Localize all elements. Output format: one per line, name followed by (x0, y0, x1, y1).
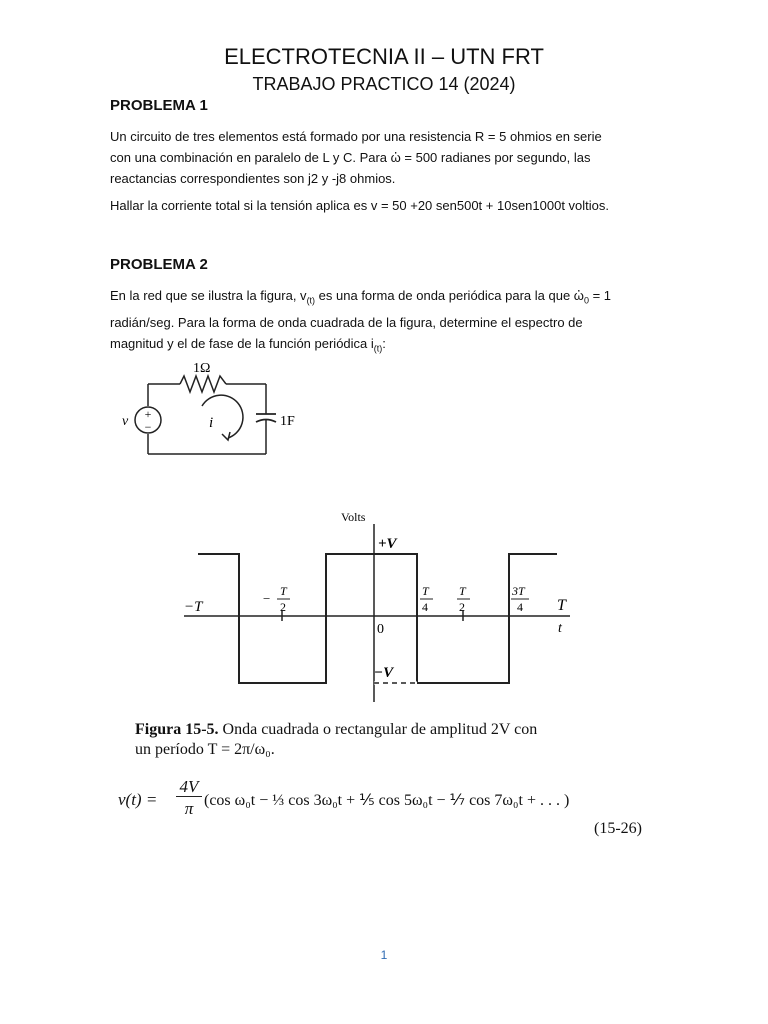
problem1-question: Hallar la corriente total si la tensión aplica es v = 50 +20 sen500t + 10sen1000t voltios. (110, 198, 610, 213)
neg-half-period-sign: − (263, 591, 271, 606)
quarter-period-den: 4 (422, 600, 428, 614)
time-label: t (558, 621, 562, 636)
subscript: (t) (306, 295, 316, 306)
problem2-heading: PROBLEMA 2 (110, 256, 208, 273)
neg-amplitude-label: −V (374, 665, 394, 681)
subscript: 0 (583, 295, 589, 306)
source-label: v (122, 414, 129, 429)
problem1-line: reactancias correspondientes son j2 y -j8 ohmios. (110, 171, 396, 186)
arrow-head (222, 432, 230, 440)
source-minus: − (144, 420, 152, 434)
problem2-statement (110, 285, 658, 359)
figure-caption (135, 720, 615, 760)
problem2-text: es una forma de onda periódica para la que ὠ (315, 288, 584, 303)
equation-body: (cos ω₀t − ⅓ cos 3ω₀t + ⅕ cos 5ω₀t − ⅐ cos 7ω₀t + . . . ) (204, 792, 570, 809)
y-axis-label: Volts (341, 510, 366, 524)
equation-number: (15-26) (594, 820, 642, 837)
square-wave-figure (180, 506, 570, 706)
neg-half-period-num: T (280, 584, 287, 598)
problem1-line: Un circuito de tres elementos está formado por una resistencia R = 5 ohmios en serie (110, 129, 602, 144)
pos-amplitude-label: +V (378, 536, 397, 552)
problem1-line: con una combinación en paralelo de L y C. Para ὠ = 500 radianes por segundo, las (110, 150, 591, 165)
equation-fraction-num: 4V (176, 778, 202, 797)
caption-text: Onda cuadrada o rectangular de amplitud 2V con (218, 721, 538, 738)
problem2-text: En la red que se ilustra la figura, v (110, 288, 307, 303)
equation-fraction-den: π (184, 799, 194, 818)
subscript: (t) (373, 343, 383, 354)
resistor-symbol (180, 376, 226, 392)
problem2-line (110, 285, 658, 312)
period-label: T (557, 597, 566, 614)
quarter-period-num: T (422, 584, 429, 598)
neg-half-period-den: 2 (280, 600, 286, 614)
three-quarter-period-den: 4 (517, 600, 523, 614)
half-period-den: 2 (459, 600, 465, 614)
caption-figure-number: Figura 15-5. (135, 721, 219, 738)
current-label: i (209, 415, 214, 431)
three-quarter-period-num: 3T (512, 584, 525, 598)
caption-line: un período T = 2π/ω₀. (135, 741, 275, 758)
problem2-text: = 1 (588, 288, 612, 303)
problem2-line: radián/seg. Para la forma de onda cuadrada de la figura, determine el espectro de (110, 314, 583, 330)
neg-period-label: −T (184, 599, 203, 615)
problem2-text: magnitud y el de fase de la función periódica i (110, 335, 374, 351)
problem2-text: : (382, 335, 386, 351)
rc-circuit-diagram (110, 356, 310, 462)
page-number: 1 (380, 948, 388, 962)
origin-label: 0 (377, 622, 384, 637)
half-period-num: T (459, 584, 466, 598)
equation-lhs: v(t) = (118, 790, 158, 809)
page-subtitle: TRABAJO PRACTICO 14 (2024) (252, 74, 516, 94)
problem1-heading: PROBLEMA 1 (110, 97, 208, 114)
problem1-statement (110, 126, 658, 189)
caption-line (135, 720, 615, 740)
square-wave-trace (198, 554, 557, 683)
fourier-series-equation (118, 777, 658, 837)
page-title: ELECTROTECNIA II – UTN FRT (224, 44, 544, 69)
capacitor-label: 1F (280, 414, 295, 429)
source-plus: + (144, 407, 152, 421)
resistor-label: 1Ω (193, 361, 211, 376)
